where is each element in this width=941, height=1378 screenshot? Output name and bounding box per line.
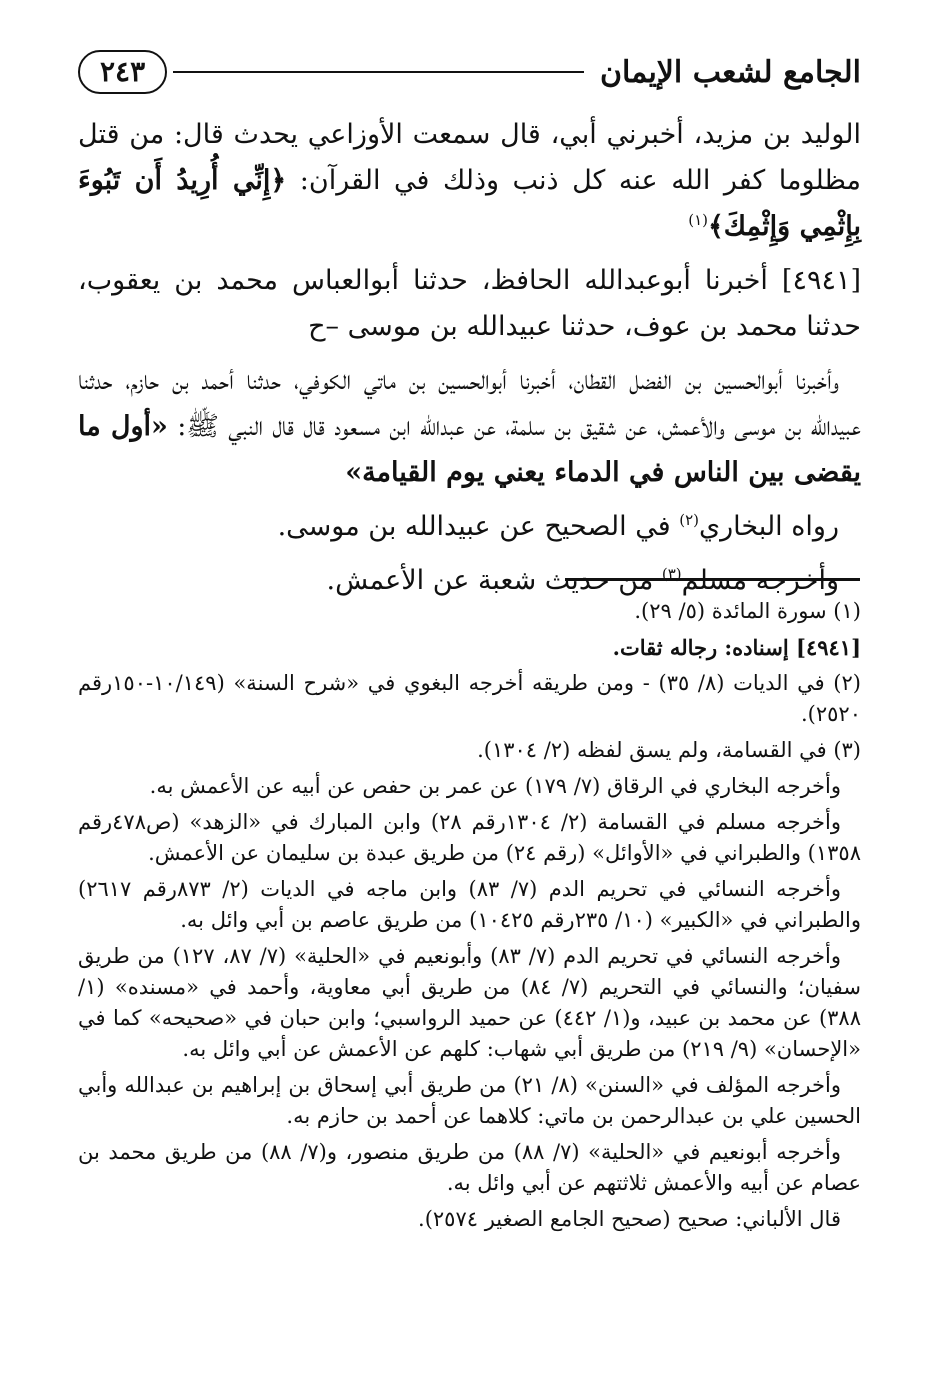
footnote-3: (٣) في القسامة، ولم يسق لفظه (٢/ ١٣٠٤). — [477, 738, 861, 762]
footnote-3-takhrij-4: وأخرجه النسائي في تحريم الدم (٧/ ٨٣) وأبونعيم في «الحلية» (٧/ ٨٧، ١٢٧) من طريق سفيان؛ والنسائي في التحريم (٧/ ٨٤) من طريق أبي معاوية، وأحمد في «مسنده» (١/ ٣٨٨) عن محمد بن عبيد، و(١/ ٤٤٢) عن حميد الرواسبي؛ وابن حبان في «صحيحه» كما في «الإحسان» (٩/ ٢١٩) من طريق أبي شهاب: كلهم عن الأعمش عن أبي وائل به. — [78, 944, 861, 1061]
paragraph-5-text-b: من حديث شعبة عن الأعمش. — [326, 565, 654, 596]
paragraph-1-text: الوليد بن مزيد، أخبرني أبي، قال سمعت الأوزاعي يحدث قال: من قتل مظلوما كفر الله عنه كل ذنب وذلك في القرآن: — [78, 119, 861, 196]
footnote-3-takhrij-3: وأخرجه النسائي في تحريم الدم (٧/ ٨٣) وابن ماجه في الديات (٢/ ٨٧٣رقم ٢٦١٧) والطبراني في «الكبير» (١٠/ ٢٣٥رقم ١٠٤٢٥) من طريق عاصم بن أبي وائل به. — [78, 877, 861, 932]
paragraph-4-text-b: في الصحيح عن عبيدالله بن موسى. — [277, 511, 671, 542]
footnote-3-takhrij-1: وأخرجه البخاري في الرقاق (٧/ ١٧٩) عن عمر بن حفص عن أبيه عن الأعمش به. — [149, 774, 841, 798]
header-rule — [173, 71, 584, 73]
footnote-isnad: [٤٩٤١] إسناده: رجاله ثقات. — [612, 635, 861, 660]
footnote-1: (١) سورة المائدة (٥/ ٢٩). — [634, 599, 861, 623]
footnote-3-takhrij-6: وأخرجه أبونعيم في «الحلية» (٧/ ٨٨) من طريق منصور، و(٧/ ٨٨) من طريق محمد بن عصام عن أبيه والأعمش ثلاثتهم عن أبي وائل به. — [78, 1140, 861, 1195]
quran-verse: ﴿إِنِّي أُرِيدُ أَن تَبُوءَ بِإِثْمِي وَإِثْمِكَ﴾ — [78, 165, 861, 242]
footnote-3-takhrij-5: وأخرجه المؤلف في «السنن» (٨/ ٢١) من طريق أبي إسحاق بن إبراهيم بن عبدالله وأبي الحسين علي بن عبدالرحمن بن ماتي: كلاهما عن أحمد بن حازم به. — [78, 1073, 861, 1128]
page-number: ٢٤٣ — [78, 50, 167, 94]
footnote-2: (٢) في الديات (٨/ ٣٥) - ومن طريقه أخرجه البغوي في «شرح السنة» (١٠/١٤٩-١٥٠رقم ٢٥٢٠). — [78, 671, 861, 726]
footnote-divider — [565, 578, 860, 581]
footnote-ref-3: (٣) — [661, 565, 682, 583]
main-text — [78, 112, 861, 612]
paragraph-4-text-a: رواه البخاري — [698, 511, 839, 542]
footnotes — [78, 596, 861, 1240]
hadith-matn: «أول ما يقضى بين الناس في الدماء يعني يوم القيامة» — [78, 411, 861, 488]
paragraph-5-text-a: وأخرجه مسلم — [681, 565, 839, 596]
paragraph-3 — [78, 358, 861, 496]
footnote-3-takhrij-2: وأخرجه مسلم في القسامة (٢/ ١٣٠٤رقم ٢٨) وابن المبارك في «الزهد» (ص٤٧٨رقم ١٣٥٨) والطبراني في «الأوائل» (رقم ٢٤) من طريق عبدة بن سليمان عن الأعمش. — [78, 810, 861, 865]
footnote-ref-2: (٢) — [679, 511, 699, 529]
hadith-number-4941: [٤٩٤١] أخبرنا أبوعبدالله الحافظ، حدثنا أبوالعباس محمد بن يعقوب، حدثنا محمد بن عوف، حدثنا عبيدالله بن موسى –ح — [78, 265, 861, 342]
running-title: الجامع لشعب الإيمان — [599, 54, 861, 90]
paragraph-4 — [78, 504, 861, 550]
paragraph-3-text: وأخبرنا أبوالحسين بن الفضل القطان، أخبرنا أبوالحسين بن ماتي الكوفي، حدثنا أحمد بن حازم، حدثنا عبيدالله بن موسى والأعمش، عن شقيق بن سلمة، عن عبدالله ابن مسعود قال قال النبي ﷺ: — [78, 365, 861, 442]
footnote-ref-1: (١) — [688, 211, 708, 229]
paragraph-1 — [78, 112, 861, 250]
footnote-3-albani-grading: قال الألباني: صحيح (صحيح الجامع الصغير ٢٥٧٤). — [418, 1207, 841, 1231]
page-header — [78, 40, 861, 104]
